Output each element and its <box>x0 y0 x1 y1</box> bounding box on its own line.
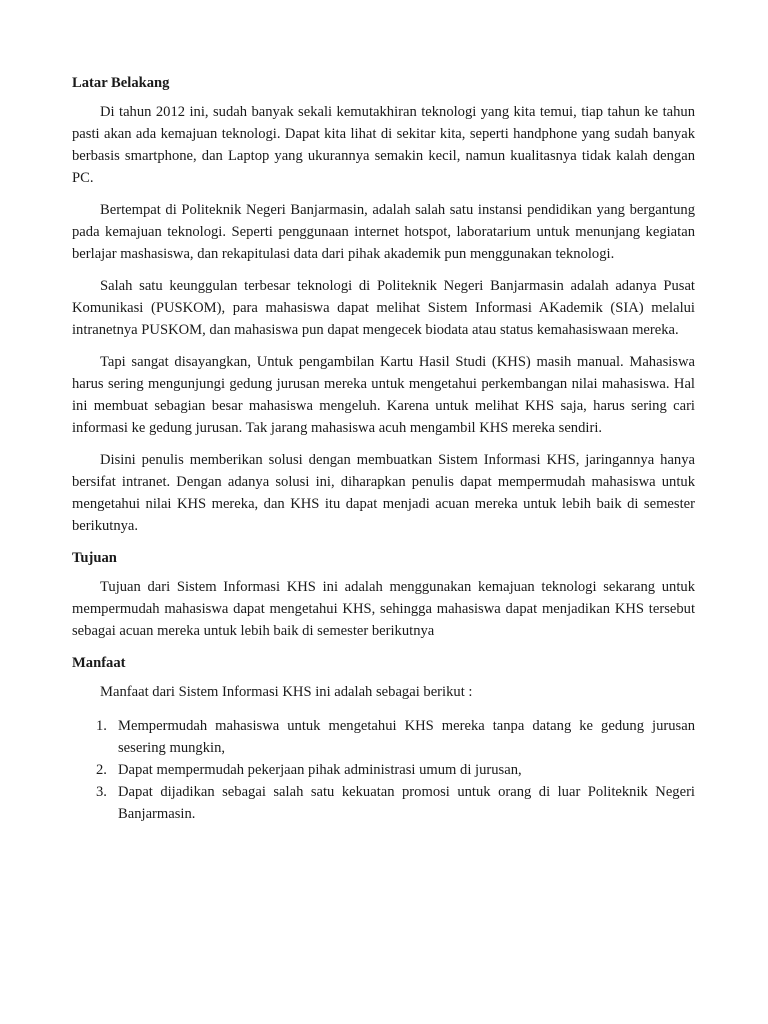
list-item <box>72 715 695 759</box>
list-item-text: Dapat mempermudah pekerjaan pihak administrasi umum di jurusan, <box>118 762 522 778</box>
list-intro: Manfaat dari Sistem Informasi KHS ini adalah sebagai berikut : <box>100 684 473 700</box>
paragraph: Disini penulis memberikan solusi dengan membuatkan Sistem Informasi KHS, jaringannya hanya bersifat intranet. Dengan adanya solusi ini, diharapkan penulis dapat mempermudah mahasiswa untuk mengetahui nilai KHS mereka, dan KHS itu dapat menjadi acuan mereka untuk lebih baik di semester berikutnya. <box>72 452 695 534</box>
section-title-latar-belakang: Latar Belakang <box>72 75 170 91</box>
paragraph: Di tahun 2012 ini, sudah banyak sekali kemutakhiran teknologi yang kita temui, tiap tahun ke tahun pasti akan ada kemajuan teknologi. Dapat kita lihat di sekitar kita, seperti handphone yang sudah banyak berbasis smartphone, dan Laptop yang ukurannya semakin kecil, namun kualitasnya tidak kalah dengan PC. <box>72 104 695 186</box>
section-title-manfaat: Manfaat <box>72 655 126 671</box>
list-number: 1. <box>96 718 107 734</box>
list-item <box>72 781 695 825</box>
list-number: 2. <box>96 762 107 778</box>
list-item-text: Mempermudah mahasiswa untuk mengetahui KHS mereka tanpa datang ke gedung jurusan sesering mungkin, <box>118 718 695 756</box>
paragraph: Bertempat di Politeknik Negeri Banjarmasin, adalah salah satu instansi pendidikan yang bergantung pada kemajuan teknologi. Seperti penggunaan internet hotspot, laboratarium untuk menunjang kegiatan berlajar mashasiswa, dan rekapitulasi data dari pihak akademik pun menggunakan teknologi. <box>72 202 695 262</box>
paragraph: Tapi sangat disayangkan, Untuk pengambilan Kartu Hasil Studi (KHS) masih manual. Mahasiswa harus sering mengunjungi gedung jurusan mereka untuk mengetahui perkembangan nilai mahasiswa. Hal ini membuat sebagian besar mahasiswa mengeluh. Karena untuk melihat KHS saja, harus sering cari informasi ke gedung jurusan. Tak jarang mahasiswa acuh mengambil KHS mereka sendiri. <box>72 354 695 436</box>
list-item-text: Dapat dijadikan sebagai salah satu kekuatan promosi untuk orang di luar Politeknik Negeri Banjarmasin. <box>118 784 695 822</box>
paragraph: Salah satu keunggulan terbesar teknologi di Politeknik Negeri Banjarmasin adalah adanya Pusat Komunikasi (PUSKOM), para mahasiswa dapat melihat Sistem Informasi AKademik (SIA) melalui intranetnya PUSKOM, dan mahasiswa pun dapat mengecek biodata atau status kemahasiswaan mereka. <box>72 278 695 338</box>
list-number: 3. <box>96 784 107 800</box>
document-page <box>72 72 695 825</box>
section-title-tujuan: Tujuan <box>72 550 117 566</box>
list-item <box>72 759 695 781</box>
benefit-list <box>72 715 695 825</box>
paragraph: Tujuan dari Sistem Informasi KHS ini adalah menggunakan kemajuan teknologi sekarang untuk mempermudah mahasiswa dapat mengetahui KHS, sehingga mahasiswa dapat menjadikan KHS tersebut sebagai acuan mereka untuk lebih baik di semester berikutnya <box>72 579 695 639</box>
